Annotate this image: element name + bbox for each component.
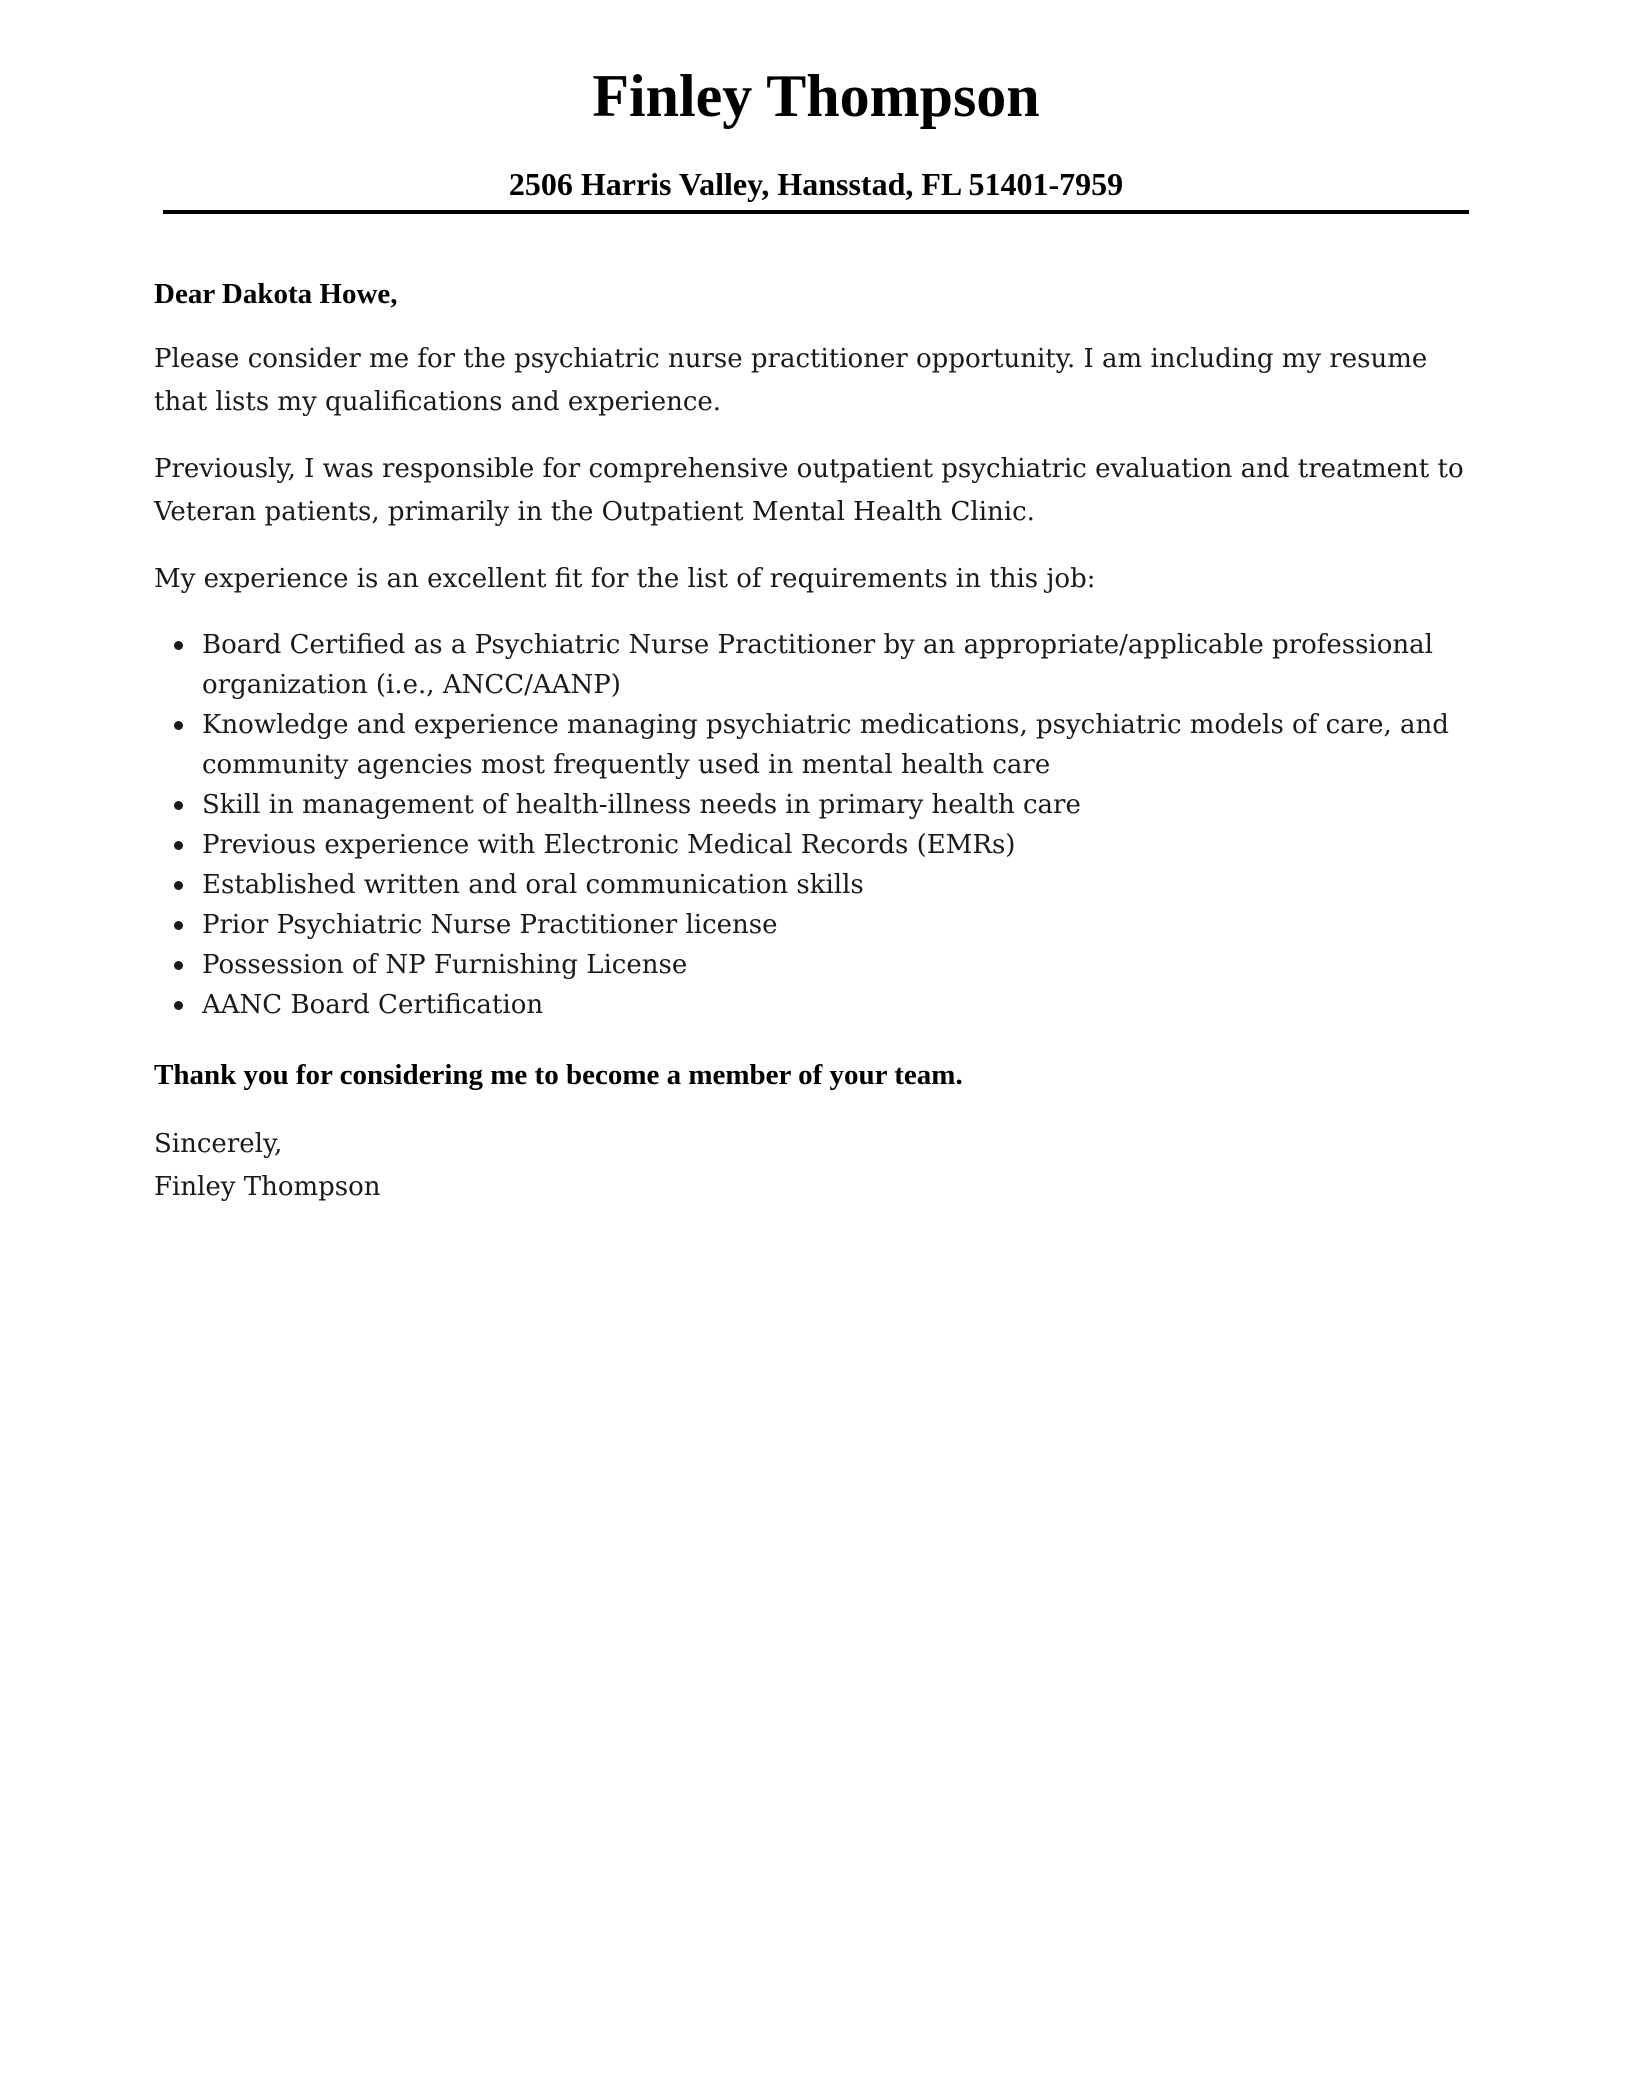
- sender-name: Finley Thompson: [592, 63, 1040, 129]
- sender-address: 2506 Harris Valley, Hansstad, FL 51401-7959: [508, 166, 1124, 202]
- bullet-icon: [174, 841, 183, 850]
- signoff: Sincerely,: [154, 1129, 283, 1159]
- list-item: [202, 905, 1484, 945]
- list-item: [202, 825, 1484, 865]
- list-item-text: Previous experience with Electronic Medical Records (EMRs): [202, 830, 1016, 860]
- list-item: [202, 625, 1484, 705]
- salutation: Dear Dakota Howe,: [154, 278, 398, 310]
- list-item: [202, 945, 1484, 985]
- list-item: [202, 705, 1484, 785]
- bullet-icon: [174, 801, 183, 810]
- bullet-icon: [174, 921, 183, 930]
- bullet-icon: [174, 641, 183, 650]
- intro-paragraph: Please consider me for the psychiatric nurse practitioner opportunity. I am including my resume that lists my qualifications and experience.: [154, 344, 1428, 417]
- bullet-icon: [174, 1001, 183, 1010]
- list-item: [202, 865, 1484, 905]
- list-item: [202, 985, 1484, 1025]
- list-item-text: AANC Board Certification: [202, 990, 544, 1020]
- bullet-icon: [174, 721, 183, 730]
- letter-body: [154, 274, 1484, 1209]
- list-item-text: Prior Psychiatric Nurse Practitioner license: [202, 910, 778, 940]
- requirements-list: [154, 625, 1484, 1025]
- experience-paragraph: Previously, I was responsible for comprehensive outpatient psychiatric evaluation and treatment to Veteran patients, primarily in the Outpatient Mental Health Clinic.: [154, 454, 1464, 527]
- list-item-text: Established written and oral communication skills: [202, 870, 864, 900]
- header-divider: [163, 210, 1469, 214]
- bullet-icon: [174, 881, 183, 890]
- list-item-text: Possession of NP Furnishing License: [202, 950, 688, 980]
- requirements-intro: My experience is an excellent fit for the list of requirements in this job:: [154, 564, 1096, 594]
- list-item: [202, 785, 1484, 825]
- list-item-text: Knowledge and experience managing psychiatric medications, psychiatric models of care, and community agencies most frequently used in mental health care: [202, 710, 1449, 780]
- list-item-text: Board Certified as a Psychiatric Nurse Practitioner by an appropriate/applicable professional organization (i.e., ANCC/AANP): [202, 630, 1433, 700]
- closing-statement: Thank you for considering me to become a member of your team.: [154, 1059, 963, 1091]
- list-item-text: Skill in management of health-illness needs in primary health care: [202, 790, 1081, 820]
- bullet-icon: [174, 961, 183, 970]
- signature-name: Finley Thompson: [154, 1172, 381, 1202]
